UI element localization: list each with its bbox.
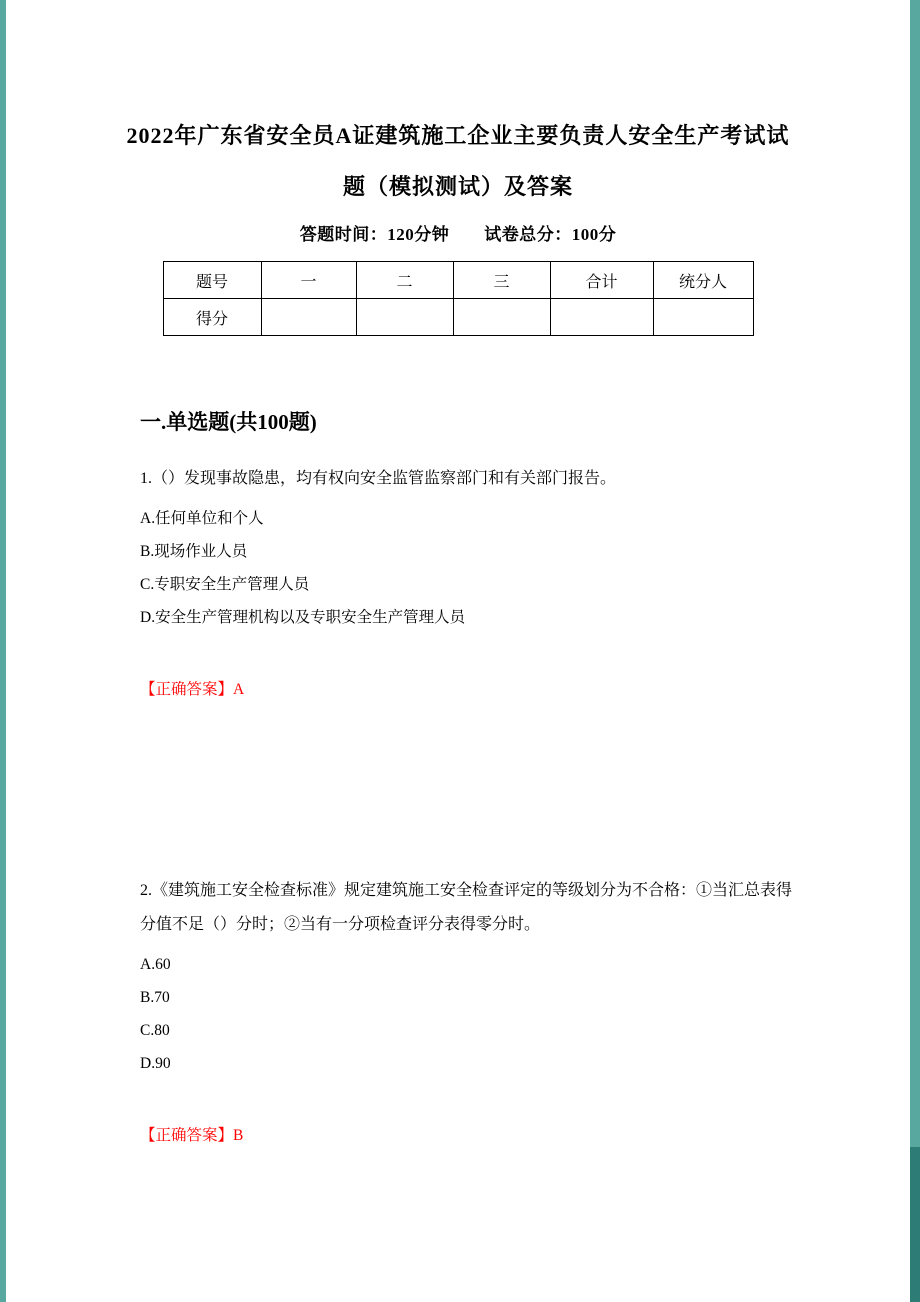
scrollbar-thumb[interactable] bbox=[910, 1147, 920, 1302]
document-page bbox=[6, 0, 910, 1302]
table-header-cell: 一 bbox=[261, 262, 356, 299]
score-cell-empty bbox=[453, 299, 550, 336]
document-body bbox=[140, 406, 800, 1148]
question-1-options bbox=[140, 502, 800, 634]
answer-value: A bbox=[233, 681, 245, 698]
option-b: B.现场作业人员 bbox=[140, 543, 248, 560]
option-a: A.任何单位和个人 bbox=[140, 510, 264, 527]
table-header-cell: 二 bbox=[356, 262, 453, 299]
question-1-text: 1.（）发现事故隐患，均有权向安全监管监察部门和有关部门报告。 bbox=[140, 470, 617, 487]
table-header-cell: 三 bbox=[453, 262, 550, 299]
score-cell-empty bbox=[653, 299, 753, 336]
question-1-number: 1. bbox=[140, 470, 152, 487]
score-cell-empty bbox=[550, 299, 653, 336]
question-1 bbox=[140, 462, 800, 702]
table-header-cell: 合计 bbox=[550, 262, 653, 299]
answer-label: 【正确答案】 bbox=[140, 1127, 234, 1144]
page-title bbox=[6, 110, 910, 212]
option-c: C.专职安全生产管理人员 bbox=[140, 576, 310, 593]
exam-meta: 答题时间：120分钟 试卷总分：100分 bbox=[299, 225, 617, 244]
table-header-cell: 题号 bbox=[163, 262, 261, 299]
score-cell-empty bbox=[356, 299, 453, 336]
page-title-line-2: 题（模拟测试）及答案 bbox=[342, 174, 573, 199]
option-d: D.安全生产管理机构以及专职安全生产管理人员 bbox=[140, 609, 466, 626]
option-c: C.80 bbox=[140, 1022, 170, 1039]
option-d: D.90 bbox=[140, 1055, 171, 1072]
score-table bbox=[163, 261, 754, 336]
option-b: B.70 bbox=[140, 989, 170, 1006]
page-title-line-1: 2022年广东省安全员A证建筑施工企业主要负责人安全生产考试试 bbox=[126, 123, 790, 148]
option-a: A.60 bbox=[140, 956, 171, 973]
table-header-cell: 统分人 bbox=[653, 262, 753, 299]
question-2-options bbox=[140, 948, 800, 1080]
score-table-score-row bbox=[163, 299, 753, 336]
question-2-number: 2. bbox=[140, 882, 152, 899]
question-2-text: 2.《建筑施工安全检查标准》规定建筑施工安全检查评定的等级划分为不合格：①当汇总表得分值不足（）分时；②当有一分项检查评分表得零分时。 bbox=[140, 882, 793, 933]
question-2 bbox=[140, 874, 800, 1148]
question-2-answer bbox=[140, 1124, 800, 1148]
scrollbar-track bbox=[910, 0, 920, 1302]
section-heading: 一.单选题(共100题) bbox=[140, 410, 317, 434]
score-table-header-row bbox=[163, 262, 753, 299]
answer-value: B bbox=[233, 1127, 244, 1144]
score-cell-empty bbox=[261, 299, 356, 336]
answer-label: 【正确答案】 bbox=[140, 681, 234, 698]
question-1-answer bbox=[140, 678, 800, 702]
score-row-label: 得分 bbox=[163, 299, 261, 336]
